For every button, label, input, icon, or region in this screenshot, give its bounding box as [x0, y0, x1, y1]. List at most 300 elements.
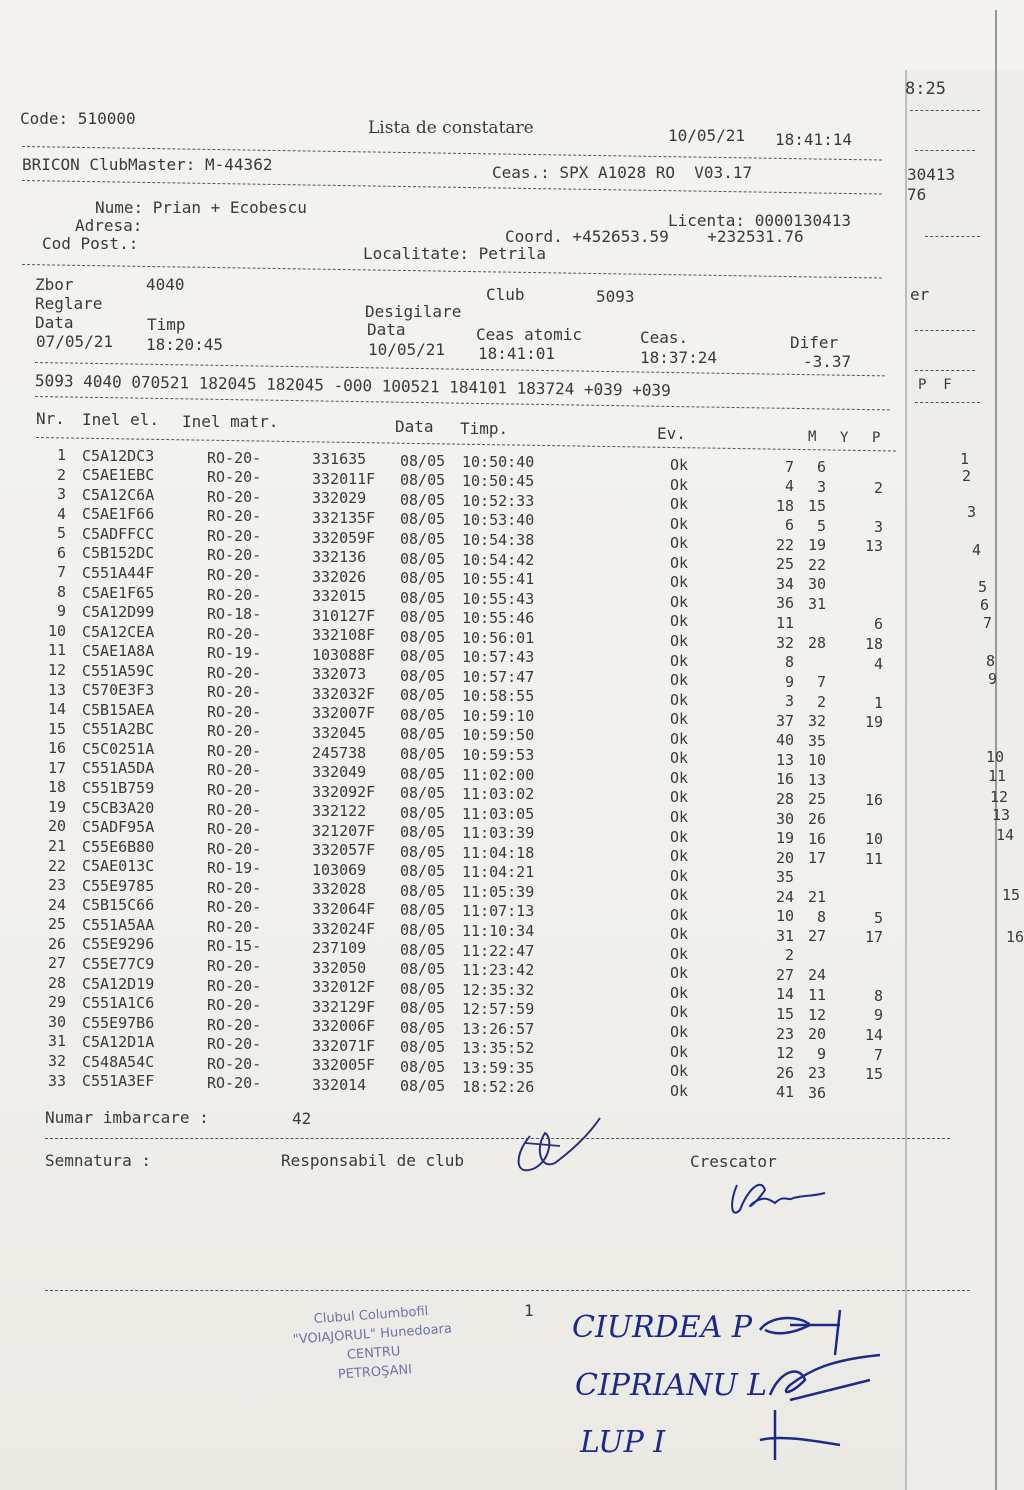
cell-date: 08/05: [400, 881, 446, 900]
cell-date: 08/05: [400, 529, 446, 548]
cell-time: 12:35:32: [462, 980, 535, 999]
boarding-count-label: Numar imbarcare :: [45, 1108, 209, 1127]
breeder-label: Crescator: [690, 1152, 777, 1171]
cell-y: 31: [807, 594, 826, 613]
cell-nr: 17: [47, 758, 66, 777]
cell-pre: RO-20-: [207, 448, 262, 467]
cell-nr: 2: [56, 465, 66, 484]
divider: [22, 180, 882, 195]
cell-m: 14: [775, 985, 794, 1004]
cell-date: 08/05: [400, 1057, 446, 1076]
cell-y: 9: [816, 1044, 826, 1063]
cell-ev: Ok: [670, 905, 689, 924]
cell-pre: RO-20-: [207, 722, 262, 741]
cell-pre: RO-20-: [207, 996, 262, 1015]
cell-p: 18: [864, 634, 883, 653]
cell-m: 36: [775, 594, 794, 613]
cell-pre: RO-20-: [207, 741, 262, 760]
header-date: 10/05/21: [668, 126, 746, 145]
cell-ev: Ok: [670, 749, 689, 768]
cell-date: 08/05: [400, 1038, 446, 1057]
cell-date: 08/05: [400, 510, 446, 529]
cell-date: 08/05: [400, 979, 446, 998]
cell-nr: 10: [47, 621, 66, 640]
atomic-time: 18:41:01: [478, 344, 556, 363]
cell-nr: 21: [47, 836, 66, 855]
postal-code-field: Cod Post.:: [42, 234, 139, 253]
cell-time: 11:03:39: [462, 824, 535, 843]
cell-el: C5C0251A: [82, 739, 155, 758]
cell-y: 24: [807, 966, 826, 985]
cell-pre: RO-20-: [207, 917, 262, 936]
cell-time: 11:04:21: [462, 863, 535, 882]
document-title: Lista de constatare: [368, 118, 534, 138]
adjustment-date-label: Data: [35, 313, 74, 332]
cell-date: 08/05: [400, 940, 446, 959]
cell-y: 7: [816, 673, 826, 692]
cell-y: 8: [816, 907, 826, 926]
cell-y: 3: [816, 477, 826, 496]
cell-nr: 15: [47, 719, 66, 738]
cell-ev: Ok: [670, 592, 689, 611]
cell-p: 13: [864, 537, 883, 556]
name-field: Nume: Prian + Ecobescu: [95, 198, 307, 217]
cell-ev: Ok: [670, 632, 689, 651]
col-data: Data: [395, 417, 434, 436]
cell-time: 10:59:10: [462, 706, 535, 725]
cell-y: 17: [807, 849, 826, 868]
cell-p: 14: [864, 1025, 883, 1044]
cell-nr: 29: [47, 993, 66, 1012]
cell-ev: Ok: [670, 847, 689, 866]
col-inel-matr: Inel matr.: [182, 412, 279, 431]
page-number: 1: [524, 1301, 534, 1320]
right-sheet-number: 9: [988, 670, 998, 688]
cell-ev: Ok: [670, 612, 689, 631]
cell-ev: Ok: [670, 944, 689, 963]
right-sheet-pf: P F: [918, 377, 952, 393]
club-signature: [505, 1108, 605, 1188]
cell-date: 08/05: [400, 901, 446, 920]
cell-date: 08/05: [400, 842, 446, 861]
cell-el: C5A12CEA: [82, 622, 155, 641]
cell-matr: 237109: [312, 939, 367, 958]
cell-m: 3: [784, 692, 794, 711]
cell-y: 11: [807, 985, 826, 1004]
cell-p: 5: [873, 908, 883, 927]
cell-p: 9: [873, 1006, 883, 1025]
cell-y: 30: [807, 575, 826, 594]
cell-pre: RO-20-: [207, 1035, 262, 1054]
cell-nr: 26: [47, 934, 66, 953]
cell-matr: 332059F: [312, 528, 376, 547]
flight-number: 4040: [146, 275, 185, 294]
cell-matr: 332122: [312, 802, 367, 821]
cell-time: 11:05:39: [462, 882, 535, 901]
cell-pre: RO-20-: [207, 546, 262, 565]
right-sheet-number: 3: [967, 503, 977, 521]
unsealing-label: Desigilare: [365, 302, 462, 321]
cell-pre: RO-20-: [207, 976, 262, 995]
cell-p: 11: [864, 850, 883, 869]
boarding-count: 42: [292, 1109, 312, 1128]
cell-ev: Ok: [670, 1062, 689, 1081]
cell-matr: 332092F: [312, 782, 376, 801]
cell-pre: RO-20-: [207, 507, 262, 526]
cell-matr: 332006F: [312, 1017, 376, 1036]
right-sheet-number: 7: [983, 614, 993, 632]
cell-matr: 332108F: [312, 626, 376, 645]
clubmaster-label: BRICON ClubMaster: M-44362: [22, 155, 273, 174]
cell-date: 08/05: [400, 471, 446, 490]
cell-m: 7: [784, 457, 794, 476]
cell-pre: RO-20-: [207, 683, 262, 702]
handwritten-name-1: CIURDEA P: [572, 1310, 753, 1345]
cell-date: 08/05: [400, 1077, 446, 1096]
cell-date: 08/05: [400, 960, 446, 979]
cell-pre: RO-15-: [207, 937, 262, 956]
atomic-clock-label: Ceas atomic: [476, 325, 582, 344]
cell-time: 10:50:40: [462, 452, 535, 471]
cell-time: 10:54:42: [462, 550, 535, 569]
cell-ev: Ok: [670, 1042, 689, 1061]
clock-label: Ceas.: SPX A1028 RO V03.17: [492, 163, 753, 182]
cell-time: 10:50:45: [462, 472, 535, 491]
cell-ev: Ok: [670, 690, 689, 709]
cell-time: 10:57:43: [462, 648, 535, 667]
cell-y: 28: [807, 634, 826, 653]
cell-ev: Ok: [670, 807, 689, 826]
cell-time: 11:02:00: [462, 765, 535, 784]
cell-el: C5AE1EBC: [82, 466, 155, 485]
cell-y: 36: [807, 1083, 826, 1102]
cell-p: 3: [873, 517, 883, 536]
cell-matr: 310127F: [312, 606, 376, 625]
cell-ev: Ok: [670, 651, 689, 670]
cell-time: 10:54:38: [462, 530, 535, 549]
licence-field: Licenta: 0000130413: [668, 211, 852, 230]
cell-matr: 332135F: [312, 508, 376, 527]
col-timp: Timp.: [460, 419, 509, 438]
right-sheet-number: 15: [1002, 886, 1021, 904]
cell-time: 11:22:47: [462, 941, 535, 960]
right-sheet-number: 13: [992, 806, 1011, 824]
cell-m: 28: [775, 789, 794, 808]
cell-ev: Ok: [670, 573, 689, 592]
divider: [45, 1290, 970, 1291]
handwritten-name-2: CIPRIANU L: [575, 1368, 768, 1403]
cell-pre: RO-20-: [207, 878, 262, 897]
cell-pre: RO-20-: [207, 781, 262, 800]
cell-y: 32: [807, 712, 826, 731]
cell-time: 11:07:13: [462, 902, 535, 921]
cell-matr: 331635: [312, 450, 367, 469]
cell-pre: RO-20-: [207, 624, 262, 643]
cell-m: 37: [775, 711, 794, 730]
cell-y: 12: [807, 1005, 826, 1024]
cell-p: 15: [864, 1065, 883, 1084]
cell-date: 08/05: [400, 686, 446, 705]
cell-time: 10:59:50: [462, 726, 535, 745]
cell-pre: RO-20-: [207, 839, 262, 858]
difference-value: -3.37: [803, 352, 852, 371]
cell-pre: RO-20-: [207, 663, 262, 682]
cell-time: 11:03:02: [462, 785, 535, 804]
cell-m: 11: [775, 614, 794, 632]
cell-date: 08/05: [400, 588, 446, 607]
cell-pre: RO-19-: [207, 859, 262, 878]
cell-ev: Ok: [670, 1023, 689, 1042]
cell-p: 4: [873, 654, 883, 673]
code-line: 5093 4040 070521 182045 182045 -000 100521 184101 183724 +039 +039: [34, 371, 671, 400]
cell-el: C55E6B80: [82, 837, 155, 856]
cell-p: 6: [873, 615, 883, 634]
cell-m: 22: [775, 535, 794, 554]
cell-el: C5A12DC3: [82, 446, 155, 465]
cell-time: 10:56:01: [462, 628, 535, 647]
cell-ev: Ok: [670, 710, 689, 729]
address-field: Adresa:: [75, 216, 143, 235]
cell-ev: Ok: [670, 475, 689, 494]
cell-m: 19: [775, 829, 794, 848]
cell-nr: 19: [47, 797, 66, 816]
cell-matr: 332073: [312, 665, 367, 684]
cell-m: 25: [775, 555, 794, 574]
right-sheet-number: 14: [996, 826, 1015, 844]
cell-nr: 20: [47, 817, 66, 836]
cell-nr: 30: [47, 1012, 66, 1031]
cell-pre: RO-20-: [207, 1054, 262, 1073]
right-divider: [915, 330, 975, 331]
cell-date: 08/05: [400, 784, 446, 803]
cell-matr: 332071F: [312, 1036, 376, 1055]
cell-date: 08/05: [400, 823, 446, 842]
cell-nr: 9: [56, 602, 66, 621]
cell-matr: 332136: [312, 548, 367, 567]
cell-nr: 22: [47, 856, 66, 875]
cell-matr: 332028: [312, 880, 367, 899]
cell-matr: 332045: [312, 724, 367, 743]
cell-el: C55E77C9: [82, 954, 155, 973]
cell-pre: RO-19-: [207, 644, 262, 663]
cell-el: C5B15C66: [82, 896, 155, 915]
cell-ev: Ok: [670, 729, 689, 748]
cell-ev: Ok: [670, 514, 689, 533]
cell-p: 16: [864, 791, 883, 810]
cell-el: C551A1C6: [82, 994, 155, 1013]
cell-time: 13:35:52: [462, 1039, 535, 1058]
cell-ev: Ok: [670, 964, 689, 983]
cell-ev: Ok: [670, 534, 689, 553]
cell-y: 22: [807, 555, 826, 574]
cell-date: 08/05: [400, 608, 446, 627]
cell-date: 08/05: [400, 490, 446, 509]
right-sheet-coord: 76: [907, 185, 927, 204]
locality-field: Localitate: Petrila: [363, 244, 547, 263]
cell-date: 08/05: [400, 451, 446, 470]
cell-pre: RO-20-: [207, 565, 262, 584]
adjustment-date: 07/05/21: [36, 332, 114, 351]
cell-m: 2: [784, 946, 794, 965]
cell-el: C551A59C: [82, 661, 155, 680]
cell-matr: 332015: [312, 587, 367, 606]
cell-date: 08/05: [400, 920, 446, 939]
cell-time: 10:53:40: [462, 511, 535, 530]
col-inel-el: Inel el.: [82, 410, 160, 429]
cell-pre: RO-20-: [207, 487, 262, 506]
cell-pre: RO-20-: [207, 800, 262, 819]
right-sheet-licence: 30413: [907, 165, 956, 184]
cell-p: 2: [873, 478, 883, 497]
club-stamp: Clubul Columbofil "VOIAJORUL" Hunedoara CENTRU PETROŞANI: [292, 1304, 453, 1383]
cell-el: C5A12D99: [82, 603, 155, 622]
clock-col-label: Ceas.: [640, 328, 689, 347]
cell-el: C5A12D19: [82, 974, 155, 993]
cell-nr: 11: [47, 641, 66, 660]
cell-pre: RO-20-: [207, 956, 262, 975]
cell-ev: Ok: [670, 768, 689, 787]
cell-nr: 13: [47, 680, 66, 699]
coordinates-field: Coord. +452653.59 +232531.76: [505, 227, 804, 246]
cell-time: 10:58:55: [462, 687, 535, 706]
cell-el: C570E3F3: [82, 681, 155, 700]
cell-y: 13: [807, 770, 826, 789]
cell-ev: Ok: [670, 456, 689, 475]
cell-y: 19: [807, 536, 826, 555]
flight-label: Zbor: [35, 275, 74, 294]
cell-matr: 332032F: [312, 684, 376, 703]
cell-nr: 33: [47, 1071, 66, 1090]
cell-date: 08/05: [400, 549, 446, 568]
cell-p: 17: [864, 928, 883, 947]
cell-ev: Ok: [670, 827, 689, 846]
cell-ev: Ok: [670, 671, 689, 690]
right-divider: [915, 150, 975, 151]
cell-y: 6: [816, 458, 826, 477]
cell-date: 08/05: [400, 999, 446, 1018]
cell-y: 26: [807, 810, 826, 829]
cell-el: C5ADFFCC: [82, 524, 155, 543]
cell-ev: Ok: [670, 1003, 689, 1022]
cell-pre: RO-20-: [207, 526, 262, 545]
cell-el: C5AE1A8A: [82, 642, 155, 661]
cell-el: C5CB3A20: [82, 798, 155, 817]
cell-time: 18:52:26: [462, 1078, 535, 1097]
cell-el: C5A12D1A: [82, 1033, 155, 1052]
cell-m: 41: [775, 1083, 794, 1102]
cell-date: 08/05: [400, 627, 446, 646]
cell-date: 08/05: [400, 745, 446, 763]
cell-p: 7: [873, 1045, 883, 1064]
cell-el: C551A44F: [82, 563, 155, 582]
cell-nr: 3: [56, 485, 66, 504]
club-number: 5093: [596, 287, 635, 306]
cell-nr: 18: [47, 778, 66, 797]
cell-pre: RO-20-: [207, 1015, 262, 1034]
cell-y: 2: [816, 692, 826, 711]
cell-nr: 8: [56, 582, 66, 601]
right-sheet-number: 2: [962, 467, 972, 485]
cell-ev: Ok: [670, 925, 689, 944]
cell-date: 08/05: [400, 647, 446, 666]
cell-nr: 31: [47, 1032, 66, 1051]
right-sheet-time: 8:25: [905, 79, 946, 99]
signature-label: Semnatura :: [45, 1151, 151, 1170]
cell-ev: Ok: [670, 1081, 689, 1100]
cell-date: 08/05: [400, 862, 446, 881]
cell-matr: 332011F: [312, 469, 376, 488]
cell-ev: Ok: [670, 553, 689, 572]
cell-el: C55E9785: [82, 876, 155, 895]
difference-label: Difer: [790, 333, 839, 352]
breeder-signature: [725, 1165, 835, 1225]
cell-pre: RO-20-: [207, 585, 262, 604]
cell-el: C5AE1F65: [82, 583, 155, 602]
cell-m: 23: [775, 1024, 794, 1043]
cell-matr: 332029: [312, 489, 367, 508]
code-label: Code: 510000: [20, 109, 136, 128]
cell-m: 6: [784, 516, 794, 535]
cell-time: 10:57:47: [462, 667, 535, 686]
cell-el: C55E9296: [82, 935, 155, 954]
cell-nr: 7: [56, 563, 66, 582]
cell-time: 11:04:18: [462, 843, 535, 862]
cell-m: 8: [784, 653, 794, 672]
cell-nr: 14: [47, 700, 66, 719]
cell-m: 9: [784, 672, 794, 691]
cell-ev: Ok: [670, 886, 689, 905]
clock-time: 18:37:24: [640, 348, 718, 367]
cell-y: 16: [807, 829, 826, 848]
cell-y: 23: [807, 1064, 826, 1083]
cell-ev: Ok: [670, 495, 689, 514]
cell-pre: RO-20-: [207, 468, 262, 487]
cell-date: 08/05: [400, 705, 446, 724]
col-nr: Nr.: [36, 409, 65, 428]
cell-el: C551A3EF: [82, 1072, 155, 1091]
cell-nr: 27: [47, 954, 66, 973]
right-divider: [915, 402, 980, 403]
cell-nr: 23: [47, 876, 66, 895]
unsealing-date-label: Data: [367, 320, 406, 339]
cell-el: C55E97B6: [82, 1013, 155, 1032]
cell-m: 24: [775, 887, 794, 906]
right-sheet-number: 12: [990, 788, 1009, 806]
col-ev: Ev.: [657, 424, 686, 443]
unsealing-date: 10/05/21: [368, 340, 446, 359]
cell-time: 10:59:53: [462, 746, 535, 764]
cell-matr: 103088F: [312, 645, 376, 664]
cell-el: C551B759: [82, 779, 155, 798]
cell-m: 31: [775, 926, 794, 945]
cell-matr: 332050: [312, 958, 367, 977]
cell-nr: 1: [56, 445, 66, 464]
cell-m: 12: [775, 1044, 794, 1063]
cell-matr: 332064F: [312, 899, 376, 918]
cell-el: C5AE1F66: [82, 505, 155, 524]
cell-matr: 332014: [312, 1075, 367, 1094]
cell-m: 15: [775, 1005, 794, 1023]
cell-matr: 332057F: [312, 841, 376, 860]
cell-pre: RO-20-: [207, 702, 262, 721]
col-p: P: [872, 430, 881, 446]
cell-pre: RO-18-: [207, 605, 262, 624]
right-sheet-number: 10: [986, 748, 1005, 766]
right-sheet-number: 5: [978, 578, 988, 596]
handwritten-name-3: LUP I: [580, 1425, 666, 1460]
cell-y: 20: [807, 1025, 826, 1044]
cell-m: 30: [775, 809, 794, 828]
